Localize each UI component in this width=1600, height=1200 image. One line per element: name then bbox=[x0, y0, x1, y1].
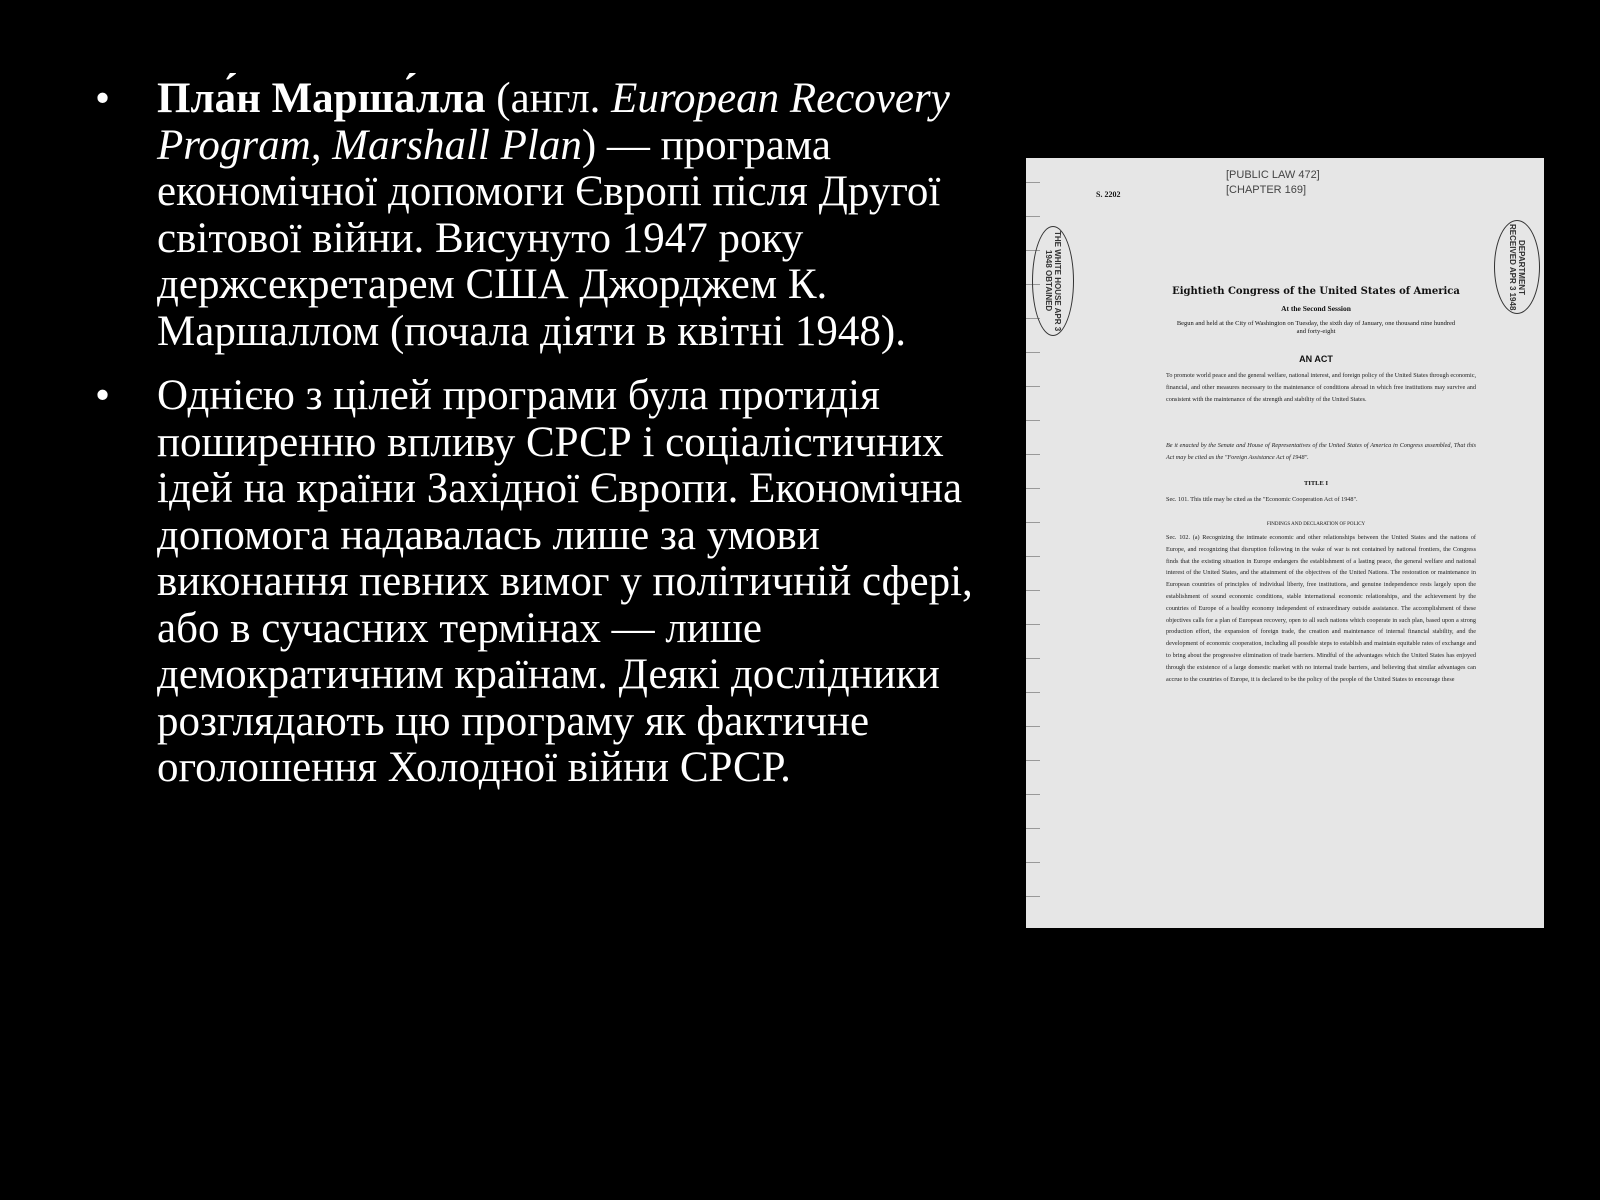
text-open: (англ. bbox=[485, 75, 612, 122]
bullet-mark: • bbox=[95, 75, 111, 122]
goals-text: Однією з цілей програми була протидія поширенню впливу СРСР і соціалістичних ідей на країни Західної Європи. Економічна допомога надавалась лише за умови виконання певних вимог у політичній сфері, або в сучасних термінах — лише демократичним країнам. Деякі дослідники розглядають цю програму як фактичне оголошення Холодної війни СРСР. bbox=[157, 372, 973, 791]
department-stamp bbox=[1494, 220, 1540, 314]
bill-number: S. 2202 bbox=[1096, 190, 1121, 199]
marshall-plan-document-image bbox=[1026, 158, 1544, 928]
slide-text bbox=[95, 76, 995, 810]
chapter: [CHAPTER 169] bbox=[1226, 184, 1307, 196]
purpose-paragraph: To promote world peace and the general welfare, national interest, and foreign policy of the United States through economic, financial, and other measures necessary to the maintenance of conditions abroad in which free institutions may survive and consistent with the maintenance of the strength and stability of the United States. bbox=[1166, 372, 1476, 403]
public-law: [PUBLIC LAW 472] bbox=[1226, 169, 1320, 181]
english-name: European Recovery Program, Marshall Plan bbox=[157, 75, 950, 169]
section-102: Sec. 102. (a) Recognizing the intimate economic and other relationships between the United States and the nations of Europe, and recognizing that disruption following in the wake of war is not contained by national frontiers, the Congress finds that the existing situation in Europe endangers the establishment of a lasting peace, the general welfare and national interest of the United States, and the attainment of the objectives of the United Nations. The restoration or maintenance in European countries of principles of individual liberty, free institutions, and genuine independence rests largely upon the establishment of sound economic conditions, stable international economic relationships, and the achievement by the countries of Europe of a healthy economy independent of extraordinary outside assistance. The accomplishment of these objectives calls for a plan of European recovery, open to all such nations which cooperate in such plan, based upon a strong production effort, the expansion of foreign trade, the creation and maintenance of internal financial stability, and the development of economic cooperation, including all possible steps to establish and maintain equitable rates of exchange and to bring about the progressive elimination of trade barriers. Mindful of the advantages which the United States has enjoyed through the existence of a large domestic market with no internal trade barriers, and believing that similar advantages can accrue to the countries of Europe, it is declared to be the policy of the people of the United States to encourage these bbox=[1166, 534, 1476, 683]
bullet-marshall-plan bbox=[95, 76, 995, 355]
stamp-right-text: DEPARTMENT RECEIVED APR 3 1948 bbox=[1508, 223, 1526, 311]
bullet-mark: • bbox=[95, 372, 111, 419]
stamp-left-text: THE WHITE HOUSE APR 3 1948 OBTAINED bbox=[1044, 230, 1062, 332]
bullet-goals bbox=[95, 373, 995, 792]
term-marshall-plan: Пла́н Марша́лла bbox=[157, 75, 486, 122]
act-title: AN ACT bbox=[1299, 354, 1333, 364]
congress-heading: Eightieth Congress of the United States of America bbox=[1172, 286, 1460, 297]
enacting-paragraph: Be it enacted by the Senate and House of Representatives of the United States of America in Congress assembled, That this Act may be cited as the "Foreign Assistance Act of 1948". bbox=[1166, 442, 1476, 461]
text-rest: ) — програма економічної допомоги Європі після Другої світової війни. Висунуто 1947 року держсекретарем США Джорджем К. Маршаллом (почала діяти в квітні 1948). bbox=[157, 121, 941, 355]
white-house-stamp bbox=[1032, 226, 1074, 336]
title-one: TITLE I bbox=[1303, 480, 1329, 487]
public-law-header bbox=[1226, 168, 1320, 198]
findings-heading: FINDINGS AND DECLARATION OF POLICY bbox=[1266, 522, 1366, 527]
session-heading: At the Second Session bbox=[1281, 304, 1351, 313]
section-101: Sec. 101. This title may be cited as the "Economic Cooperation Act of 1948". bbox=[1166, 496, 1358, 503]
begun-text: Begun and held at the City of Washington on Tuesday, the sixth day of January, one thousand nine hundred and forty-eight bbox=[1176, 320, 1456, 335]
